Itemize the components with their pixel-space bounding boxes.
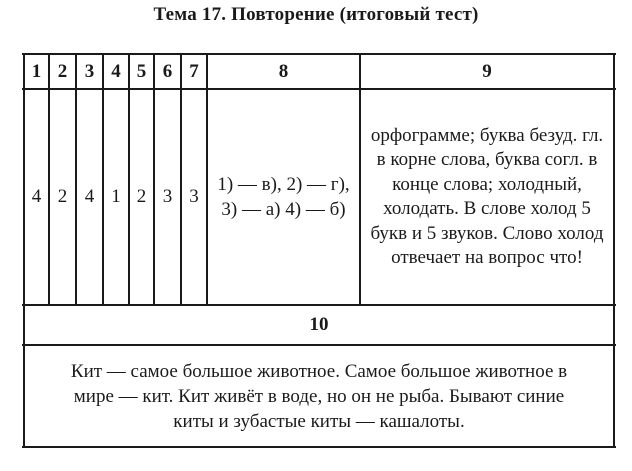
answer-3: 4 xyxy=(84,186,95,207)
grid-line-col-4 xyxy=(102,53,104,306)
grid-line-col-5 xyxy=(128,53,130,306)
grid-line-col-6 xyxy=(153,53,155,306)
answer-4: 1 xyxy=(111,186,121,207)
grid-line-top xyxy=(22,53,616,55)
grid-line-col-3 xyxy=(75,53,77,306)
grid-line-right xyxy=(613,53,615,448)
answer-10: Кит — самое большое животное. Самое большое животное в мире — кит. Кит живёт в воде, но он не рыба. Бывают синие киты и зубастые киты — кашалоты. xyxy=(70,360,568,432)
grid-line-bottom xyxy=(22,446,616,448)
grid-line-col-8 xyxy=(206,53,208,306)
page-title: Тема 17. Повторение (итоговый тест) xyxy=(153,4,479,25)
grid-line-answers-bottom xyxy=(22,304,616,306)
header-7: 7 xyxy=(189,60,199,82)
grid-line-col-2 xyxy=(48,53,50,306)
header-8: 8 xyxy=(278,60,289,82)
grid-line-header-bottom xyxy=(22,88,616,90)
header-4: 4 xyxy=(111,60,121,82)
header-6: 6 xyxy=(162,60,173,82)
header-5: 5 xyxy=(136,60,147,82)
answer-1: 4 xyxy=(31,186,42,207)
answer-5: 2 xyxy=(136,186,147,207)
grid-line-left xyxy=(23,53,25,448)
answer-9: орфограмме; буква безуд. гл. в корне слова, буква согл. в конце слова; холодный, холодать. В слове холод 5 букв и 5 звуков. Слово холод отвечает на вопрос что! xyxy=(370,124,604,268)
header-2: 2 xyxy=(57,60,68,82)
answer-8: 1) — в), 2) — г), 3) — а) 4) — б) xyxy=(217,174,350,220)
grid-line-col-9 xyxy=(359,53,361,306)
header-1: 1 xyxy=(31,60,42,82)
answer-6: 3 xyxy=(162,186,173,207)
grid-line-col-7 xyxy=(180,53,182,306)
grid-line-row10-header-bottom xyxy=(22,344,616,346)
header-10: 10 xyxy=(309,314,329,335)
answer-7: 3 xyxy=(189,186,199,207)
header-9: 9 xyxy=(482,60,492,82)
answer-2: 2 xyxy=(57,186,68,207)
header-3: 3 xyxy=(84,60,95,82)
